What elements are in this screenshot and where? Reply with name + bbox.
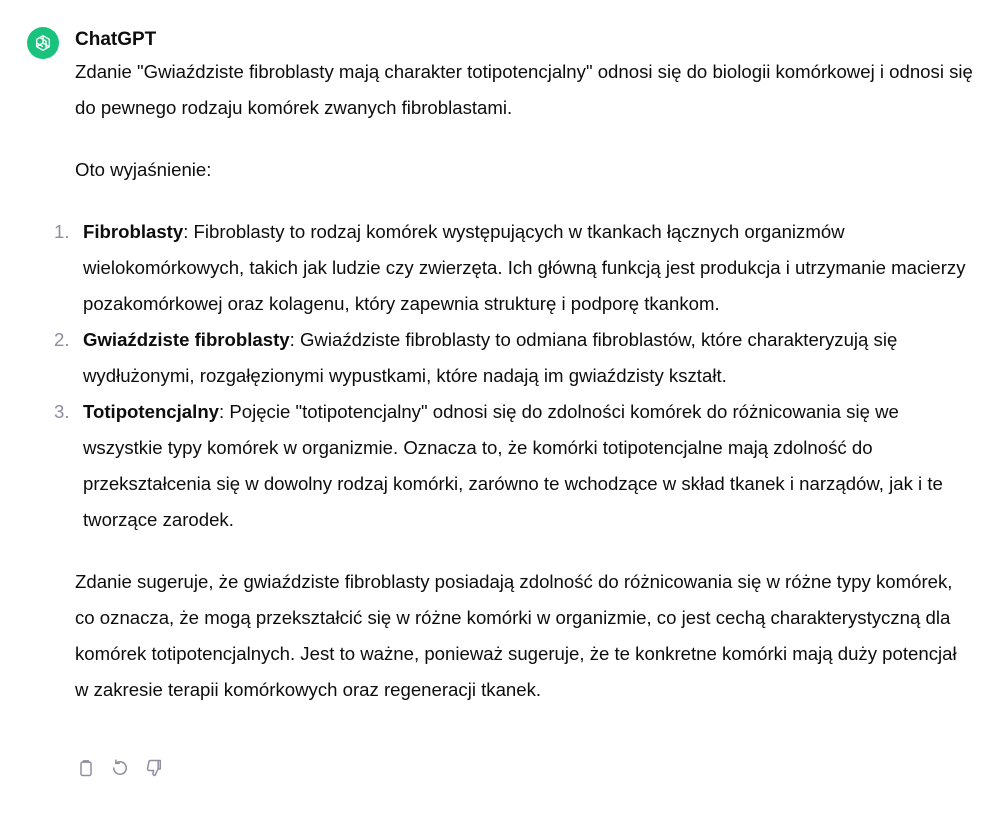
intro-paragraph: Zdanie "Gwiaździste fibroblasty mają charakter totipotencjalny" odnosi się do biologii komórkowej i odnosi się do pewnego rodzaju komórek zwanych fibroblastami. xyxy=(75,61,973,118)
list-term: Fibroblasty xyxy=(83,221,184,242)
list-number: 1. xyxy=(54,221,70,242)
explanation-list xyxy=(54,214,975,538)
list-item xyxy=(54,214,975,322)
thumbs-down-button[interactable] xyxy=(143,757,165,779)
regenerate-button[interactable] xyxy=(109,757,131,779)
regenerate-icon xyxy=(110,758,130,778)
message-author: ChatGPT xyxy=(75,29,157,50)
list-term: Totipotencjalny xyxy=(83,401,220,422)
list-term: Gwiaździste fibroblasty xyxy=(83,329,290,350)
list-text: : Pojęcie "totipotencjalny" odnosi się do zdolności komórek do różnicowania się we wszystkie typy komórek w organizmie. Oznacza to, że komórki totipotencjalne mają zdolność do przekształcenia się w dowolny rodzaj komórki, zarówno te wchodzące w skład tkanek i narządów, jak i te tworzące zarodek. xyxy=(83,401,943,530)
lead-paragraph: Oto wyjaśnienie: xyxy=(75,159,212,180)
thumbs-down-icon xyxy=(144,758,164,778)
clipboard-icon xyxy=(76,758,96,778)
message-actions xyxy=(75,757,165,779)
list-text: : Gwiaździste fibroblasty to odmiana fibroblastów, które charakteryzują się wydłużonymi, rozgałęzionymi wypustkami, które nadają im gwiaździsty kształt. xyxy=(83,329,898,386)
list-number: 3. xyxy=(54,401,70,422)
list-item xyxy=(54,322,975,394)
list-number: 2. xyxy=(54,329,70,350)
list-text: : Fibroblasty to rodzaj komórek występujących w tkankach łącznych organizmów wielokomórkowych, takich jak ludzie czy zwierzęta. Ich główną funkcją jest produkcja i utrzymanie macierzy pozakomórkowej oraz kolagenu, który zapewnia strukturę i podporę tkankom. xyxy=(83,221,966,314)
openai-logo-icon xyxy=(32,32,54,54)
assistant-message xyxy=(54,26,975,708)
chatgpt-avatar xyxy=(27,27,59,59)
list-item xyxy=(54,394,975,538)
conclusion-paragraph: Zdanie sugeruje, że gwiaździste fibroblasty posiadają zdolność do różnicowania się w różne typy komórek, co oznacza, że mogą przekształcić się w różne komórki w organizmie, co jest cechą charakterystyczną dla komórek totipotencjalnych. Jest to ważne, ponieważ sugeruje, że te konkretne komórki mają duży potencjał w zakresie terapii komórkowych oraz regeneracji tkanek. xyxy=(75,571,957,700)
copy-button[interactable] xyxy=(75,757,97,779)
